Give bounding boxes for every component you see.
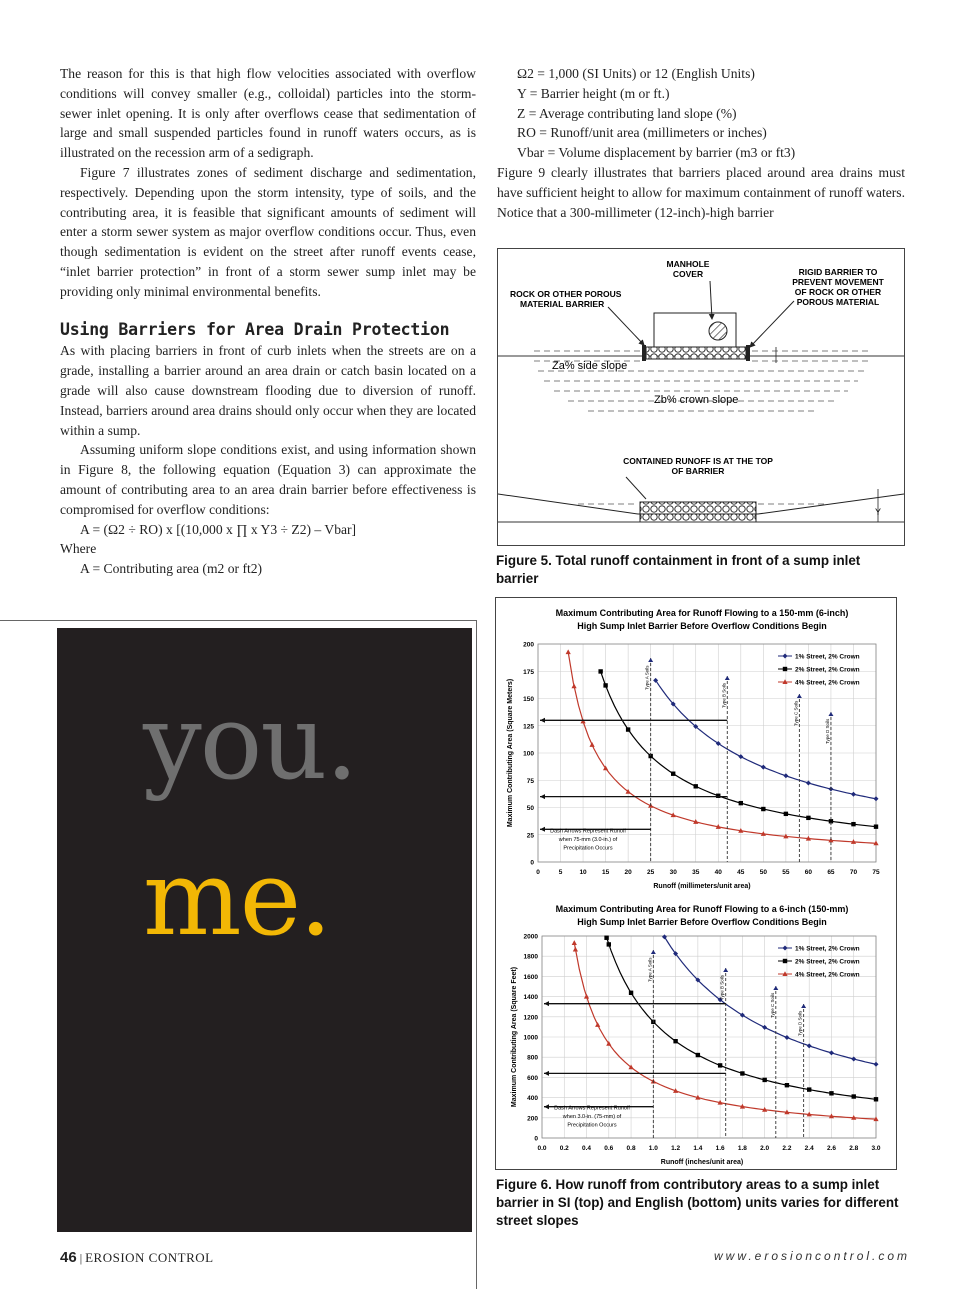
footer-page-info bbox=[60, 1249, 214, 1266]
figure-6-charts bbox=[495, 597, 897, 1170]
data-point bbox=[598, 669, 602, 673]
arrow-head bbox=[544, 1001, 549, 1006]
body-paragraph: As with placing barriers in front of curb inlets when the streets are on a grade, installing a barrier around an area drain or catch basin located on a grade will also cause downstream flooding due to diversion of runoff. Instead, barriers around area drains should only occur when they are located within a sump. bbox=[60, 343, 476, 438]
arrow-head bbox=[648, 658, 653, 662]
legend-label: 1% Street, 2% Crown bbox=[795, 653, 860, 661]
data-point bbox=[738, 754, 743, 759]
label-rock-1: ROCK OR OTHER POROUS bbox=[510, 289, 622, 299]
data-point bbox=[784, 1035, 789, 1040]
magazine-name: EROSION CONTROL bbox=[85, 1250, 214, 1265]
x-tick-label: 20 bbox=[624, 869, 632, 876]
x-tick-label: 55 bbox=[782, 869, 790, 876]
label-manhole: MANHOLE bbox=[666, 259, 710, 269]
data-point bbox=[694, 784, 698, 788]
x-tick-label: 1.8 bbox=[737, 1145, 747, 1152]
data-point bbox=[784, 812, 788, 816]
x-tick-label: 15 bbox=[601, 869, 610, 876]
chart-note: when 75-mm (3.0-in.) of bbox=[558, 836, 618, 843]
data-point bbox=[874, 796, 879, 801]
soil-label: Type A Soils bbox=[644, 665, 650, 690]
chart-note: Precipitation Occurs bbox=[563, 845, 613, 852]
chart-title: High Sump Inlet Barrier Before Overflow Conditions Begin bbox=[577, 917, 827, 927]
definition-vbar: Vbar = Volume displacement by barrier (m3 or ft3) bbox=[517, 145, 796, 161]
x-tick-label: 0.0 bbox=[537, 1145, 547, 1152]
body-paragraph: Figure 7 illustrates zones of sediment discharge and sedimentation, respectively. Depending upon the storm intensity, type of soils, and the contributing area, it is feasible that significant amounts of sediment will enter a storm sewer system as major overflow conditions occur. Thus, even though sedimentation is evident on the street after runoff events cease, “inlet barrier protection” in front of a storm sewer sump inlet may be providing only minimal environmental benefits. bbox=[60, 164, 476, 299]
ad-word-you: you. bbox=[143, 681, 357, 803]
chart-note: Dash Arrows Represent Runoff bbox=[554, 1105, 630, 1112]
soil-label: Type C Soils bbox=[769, 992, 775, 1018]
data-point bbox=[603, 683, 607, 687]
y-tick-label: 125 bbox=[523, 723, 534, 731]
data-point bbox=[716, 794, 720, 798]
legend-label: 4% Street, 2% Crown bbox=[795, 679, 860, 687]
label-contained-2: OF BARRIER bbox=[671, 466, 725, 476]
ad-word-me: me. bbox=[143, 837, 331, 959]
y-tick-label: 1400 bbox=[523, 994, 538, 1002]
y-tick-label: 100 bbox=[523, 750, 534, 758]
x-tick-label: 1.6 bbox=[715, 1145, 725, 1152]
label-rigid-1: RIGID BARRIER TO bbox=[798, 267, 878, 277]
legend-label: 1% Street, 2% Crown bbox=[795, 945, 860, 953]
footer-url: www.erosioncontrol.com bbox=[714, 1249, 911, 1263]
x-tick-label: 40 bbox=[714, 869, 722, 876]
series-line bbox=[656, 680, 876, 799]
y-tick-label: 0 bbox=[530, 859, 534, 867]
x-tick-label: 2.4 bbox=[804, 1145, 814, 1152]
label-y: Y bbox=[875, 507, 882, 517]
chart-title: High Sump Inlet Barrier Before Overflow Conditions Begin bbox=[577, 621, 827, 631]
data-point bbox=[580, 719, 585, 724]
label-contained-1: CONTAINED RUNOFF IS AT THE TOP bbox=[623, 456, 773, 466]
barrier-diagram bbox=[498, 249, 904, 545]
x-tick-label: 0.8 bbox=[626, 1145, 636, 1152]
arrow-head bbox=[540, 718, 545, 723]
where-label: Where bbox=[60, 541, 97, 557]
soil-label: Type D Soils bbox=[797, 1010, 803, 1036]
legend-label: 2% Street, 2% Crown bbox=[795, 958, 860, 966]
x-tick-label: 75 bbox=[872, 869, 880, 876]
soil-label: Type A Soils bbox=[647, 957, 653, 982]
data-point bbox=[573, 947, 578, 952]
page-number: 46 bbox=[60, 1249, 77, 1266]
chart-title: Maximum Contributing Area for Runoff Flowing to a 6-inch (150-mm) bbox=[555, 904, 849, 914]
data-point bbox=[584, 994, 589, 999]
legend-label: 4% Street, 2% Crown bbox=[795, 971, 860, 979]
body-paragraph: Assuming uniform slope conditions exist, and using information shown in Figure 8, the following equation (Equation 3) can approximate the amount of contributing area to an area drain barrier before effectiveness is compromised for overflow conditions: bbox=[60, 442, 476, 517]
data-point bbox=[761, 765, 766, 770]
data-point bbox=[626, 727, 630, 731]
y-tick-label: 25 bbox=[526, 832, 534, 840]
arrow-head bbox=[725, 676, 730, 680]
x-tick-label: 2.6 bbox=[826, 1145, 836, 1152]
divider bbox=[476, 620, 477, 1289]
data-point bbox=[785, 1083, 789, 1087]
arrow-head bbox=[828, 712, 833, 716]
soil-label: Type B Soils bbox=[721, 682, 727, 708]
figure-5-caption: Figure 5. Total runoff containment in front of a sump inlet barrier bbox=[496, 553, 861, 586]
divider bbox=[0, 620, 476, 621]
x-tick-label: 45 bbox=[737, 869, 745, 876]
footer-separator: | bbox=[79, 1251, 83, 1265]
data-point bbox=[673, 1039, 677, 1043]
y-tick-label: 400 bbox=[527, 1095, 538, 1103]
data-point bbox=[629, 991, 633, 995]
x-tick-label: 10 bbox=[579, 869, 587, 876]
arrow-head bbox=[773, 986, 778, 990]
data-point bbox=[806, 816, 810, 820]
data-point bbox=[762, 1025, 767, 1030]
body-paragraph: Figure 9 clearly illustrates that barriers placed around area drains must have sufficient height to allow for maximum containment of runoff waters. Notice that a 300-millimeter (12-inch)-high barrier bbox=[497, 164, 905, 220]
data-point bbox=[571, 683, 576, 688]
data-point bbox=[740, 1071, 744, 1075]
label-crown-slope: Zb% crown slope bbox=[654, 394, 739, 406]
x-tick-label: 50 bbox=[759, 869, 767, 876]
x-axis-label: Runoff (millimeters/unit area) bbox=[653, 883, 751, 890]
definition-omega: Ω2 = 1,000 (SI Units) or 12 (English Units) bbox=[517, 66, 755, 81]
y-tick-label: 175 bbox=[523, 668, 534, 676]
data-point bbox=[829, 1050, 834, 1055]
data-point bbox=[852, 1094, 856, 1098]
x-tick-label: 0.4 bbox=[582, 1145, 592, 1152]
x-tick-label: 1.0 bbox=[648, 1145, 658, 1152]
data-point bbox=[572, 940, 577, 945]
soil-label: Type C Soils bbox=[793, 700, 799, 726]
x-tick-label: 35 bbox=[692, 869, 700, 876]
left-column bbox=[60, 64, 476, 579]
data-point bbox=[718, 1063, 722, 1067]
x-tick-label: 1.4 bbox=[693, 1145, 703, 1152]
y-tick-label: 1200 bbox=[523, 1014, 538, 1022]
data-point bbox=[566, 649, 571, 654]
data-point bbox=[807, 1087, 811, 1091]
x-tick-label: 65 bbox=[827, 869, 835, 876]
right-column bbox=[497, 64, 905, 222]
y-tick-label: 1600 bbox=[523, 973, 538, 981]
data-point bbox=[851, 792, 856, 797]
arrow-head bbox=[544, 1104, 549, 1109]
y-tick-label: 50 bbox=[526, 805, 534, 812]
data-point bbox=[595, 1022, 600, 1027]
data-point bbox=[762, 1078, 766, 1082]
legend-marker bbox=[783, 654, 788, 659]
legend-marker bbox=[783, 667, 787, 671]
data-point bbox=[851, 822, 855, 826]
label-rigid-3: OF ROCK OR OTHER bbox=[794, 287, 882, 297]
label-rigid-4: POROUS MATERIAL bbox=[796, 297, 880, 307]
arrow-head bbox=[540, 794, 545, 799]
legend-marker bbox=[783, 959, 787, 963]
data-point bbox=[589, 742, 594, 747]
x-tick-label: 2.0 bbox=[760, 1145, 770, 1152]
data-point bbox=[671, 772, 675, 776]
definition-ro: RO = Runoff/unit area (millimeters or inches) bbox=[517, 125, 767, 141]
x-tick-label: 70 bbox=[849, 869, 858, 876]
soil-label: Type D Soils bbox=[824, 718, 830, 744]
x-tick-label: 5 bbox=[558, 869, 563, 876]
y-tick-label: 200 bbox=[527, 1115, 538, 1123]
data-point bbox=[807, 1043, 812, 1048]
y-tick-label: 150 bbox=[523, 696, 534, 703]
arrow-head bbox=[801, 1004, 806, 1008]
x-tick-label: 1.2 bbox=[671, 1145, 681, 1152]
definition-z: Z = Average contributing land slope (%) bbox=[517, 105, 737, 121]
y-tick-label: 1800 bbox=[523, 953, 538, 961]
data-point bbox=[739, 801, 743, 805]
legend-label: 2% Street, 2% Crown bbox=[795, 666, 860, 674]
data-point bbox=[874, 1097, 878, 1101]
label-cover: COVER bbox=[672, 269, 704, 279]
arrow-head bbox=[723, 968, 728, 972]
x-tick-label: 0.2 bbox=[559, 1145, 569, 1152]
y-tick-label: 2000 bbox=[523, 933, 538, 941]
label-rigid-2: PREVENT MOVEMENT bbox=[792, 277, 884, 287]
data-point bbox=[696, 1053, 700, 1057]
label-side-slope: Za% side slope bbox=[552, 360, 628, 372]
runoff-charts bbox=[496, 598, 896, 1169]
arrow-head bbox=[651, 950, 656, 954]
data-point bbox=[783, 773, 788, 778]
series-line bbox=[601, 671, 876, 826]
arrow-head bbox=[540, 827, 545, 832]
x-tick-label: 60 bbox=[804, 869, 813, 876]
data-point bbox=[874, 824, 878, 828]
definition-y: Y = Barrier height (m or ft.) bbox=[517, 85, 670, 101]
data-point bbox=[604, 936, 608, 940]
soil-label: Type B Soils bbox=[719, 974, 725, 1000]
x-tick-label: 30 bbox=[669, 869, 677, 876]
chart-note: Precipitation Occurs bbox=[567, 1122, 617, 1129]
chart-title: Maximum Contributing Area for Runoff Flowing to a 150-mm (6-inch) bbox=[555, 608, 849, 618]
y-tick-label: 800 bbox=[527, 1054, 538, 1062]
y-tick-label: 0 bbox=[534, 1135, 538, 1143]
data-point bbox=[829, 1091, 833, 1095]
arrow-head bbox=[544, 1071, 549, 1076]
x-axis-label: Runoff (inches/unit area) bbox=[660, 1159, 744, 1166]
chart-note: Dash Arrows Represent Runoff bbox=[550, 828, 626, 835]
y-tick-label: 200 bbox=[523, 641, 534, 649]
data-point bbox=[874, 1062, 879, 1067]
arrow-head bbox=[797, 694, 802, 698]
y-axis-label: Maximum Contributing Area (Square Feet) bbox=[511, 966, 518, 1108]
y-tick-label: 75 bbox=[526, 777, 534, 785]
y-tick-label: 1000 bbox=[523, 1034, 538, 1042]
x-tick-label: 25 bbox=[647, 869, 655, 876]
chart-note: when 3.0-in. (75-mm) of bbox=[562, 1114, 622, 1121]
x-tick-label: 0.6 bbox=[604, 1145, 614, 1152]
label-rock-2: MATERIAL BARRIER bbox=[520, 299, 605, 309]
y-axis-label: Maximum Contributing Area (Square Meters) bbox=[507, 678, 514, 828]
x-tick-label: 2.2 bbox=[782, 1145, 792, 1152]
equation: A = (Ω2 ÷ RO) x [(10,000 x ∏ x Y3 ÷ Z2) – Vbar] bbox=[80, 521, 357, 537]
data-point bbox=[806, 780, 811, 785]
y-tick-label: 600 bbox=[527, 1074, 538, 1082]
definition-a: A = Contributing area (m2 or ft2) bbox=[80, 561, 263, 577]
x-tick-label: 3.0 bbox=[871, 1145, 881, 1152]
data-point bbox=[607, 942, 611, 946]
data-point bbox=[761, 807, 765, 811]
x-tick-label: 0 bbox=[536, 869, 540, 876]
section-heading: Using Barriers for Area Drain Protection bbox=[60, 319, 450, 339]
figure-5-diagram bbox=[497, 248, 905, 546]
figure-6-caption: Figure 6. How runoff from contributory areas to a sump inlet barrier in SI (top) and English (bottom) units varies for different street slopes bbox=[496, 1177, 899, 1228]
x-tick-label: 2.8 bbox=[849, 1145, 859, 1152]
body-paragraph: The reason for this is that high flow velocities associated with overflow conditions will convey smaller (e.g., colloidal) particles into the storm-sewer inlet opening. It is only after overflows cease that sedimentation of large and small suspended particles found in runoff waters occurs, as is illustrated on the recession arm of a sedigraph. bbox=[60, 66, 476, 161]
